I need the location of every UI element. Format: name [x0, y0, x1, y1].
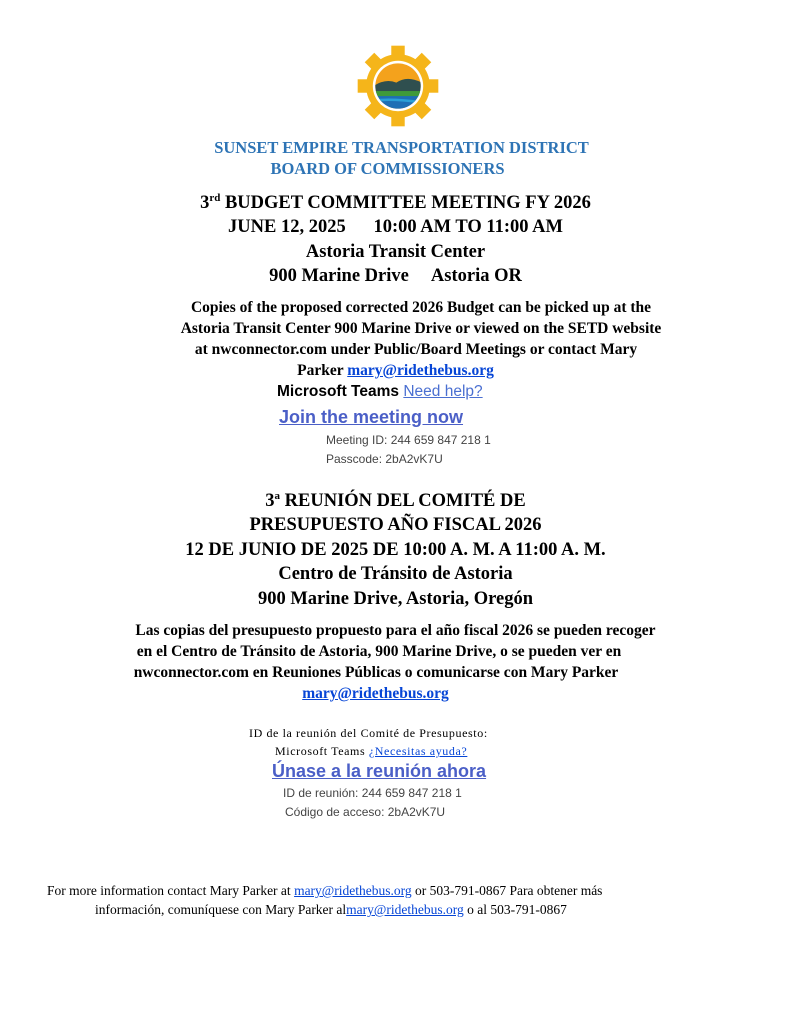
spanish-para-line3: nwconnector.com en Reuniones Públicas o comunicarse con Mary Parker [133, 664, 619, 681]
english-para-line1: Copies of the proposed corrected 2026 Budget can be picked up at the [190, 299, 652, 316]
english-para-line3: at nwconnector.com under Public/Board Meetings or contact Mary [194, 341, 638, 358]
english-date-time: JUNE 12, 2025 10:00 AM TO 11:00 AM [228, 217, 563, 237]
spanish-date-time: 12 DE JUNIO DE 2025 DE 10:00 A. M. A 11:00 A. M. [185, 540, 606, 560]
unase-reunion-link[interactable]: Únase a la reunión ahora [272, 761, 487, 781]
spanish-para-line2: en el Centro de Tránsito de Astoria, 900 Marine Drive, o se pueden ver en [136, 643, 622, 660]
english-teams-line: Microsoft Teams Need help? [277, 383, 483, 400]
board-name: BOARD OF COMMISSIONERS [270, 159, 505, 178]
english-passcode: Passcode: 2bA2vK7U [326, 452, 443, 466]
english-location: Astoria Transit Center [305, 242, 486, 262]
english-meeting-id: Meeting ID: 244 659 847 218 1 [326, 433, 491, 447]
english-address: 900 Marine Drive Astoria OR [269, 266, 522, 286]
spanish-location: Centro de Tránsito de Astoria [278, 564, 513, 584]
spanish-para-line1: Las copias del presupuesto propuesto para el año fiscal 2026 se pueden recoger [135, 622, 656, 639]
footer-line1: For more information contact Mary Parker at mary@ridethebus.org or 503-791-0867 Para obtener más [47, 883, 603, 898]
join-meeting-link[interactable]: Join the meeting now [279, 407, 464, 427]
spanish-title-line2: PRESUPUESTO AÑO FISCAL 2026 [249, 515, 542, 535]
english-email-link[interactable]: mary@ridethebus.org [347, 362, 494, 379]
spanish-para-line4 [0, 684, 751, 705]
spanish-title: 3$^a$ REUNIÓN DEL COMITÉ DE [265, 489, 526, 511]
spanish-email-link[interactable]: mary@ridethebus.org [302, 685, 449, 702]
footer-email-link-2[interactable]: mary@ridethebus.org [346, 902, 464, 917]
english-para-line4: Parker mary@ridethebus.org [297, 362, 494, 379]
english-para-line2: Astoria Transit Center 900 Marine Drive or viewed on the SETD website [180, 320, 662, 337]
spanish-committee-id-label: ID de la reunión del Comité de Presupuesto: [249, 726, 488, 740]
spanish-passcode: Código de acceso: 2bA2vK7U [285, 805, 446, 819]
footer-line2: información, comuníquese con Mary Parker almary@ridethebus.org o al 503-791-0867 [95, 902, 567, 917]
spanish-address: 900 Marine Drive, Astoria, Oregón [257, 589, 534, 609]
footer-email-link-1[interactable]: mary@ridethebus.org [294, 883, 412, 898]
org-name: SUNSET EMPIRE TRANSPORTATION DISTRICT [214, 138, 589, 157]
necesitas-ayuda-link[interactable]: ¿Necesitas ayuda? [368, 744, 468, 758]
english-title: 3rd BUDGET COMMITTEE MEETING FY 2026 [200, 191, 591, 213]
spanish-meeting-id: ID de reunión: 244 659 847 218 1 [283, 786, 462, 800]
spanish-teams-line: Microsoft Teams ¿Necesitas ayuda? [275, 744, 468, 758]
need-help-link[interactable]: Need help? [403, 383, 483, 400]
gear-sunset-logo-icon [356, 44, 440, 128]
